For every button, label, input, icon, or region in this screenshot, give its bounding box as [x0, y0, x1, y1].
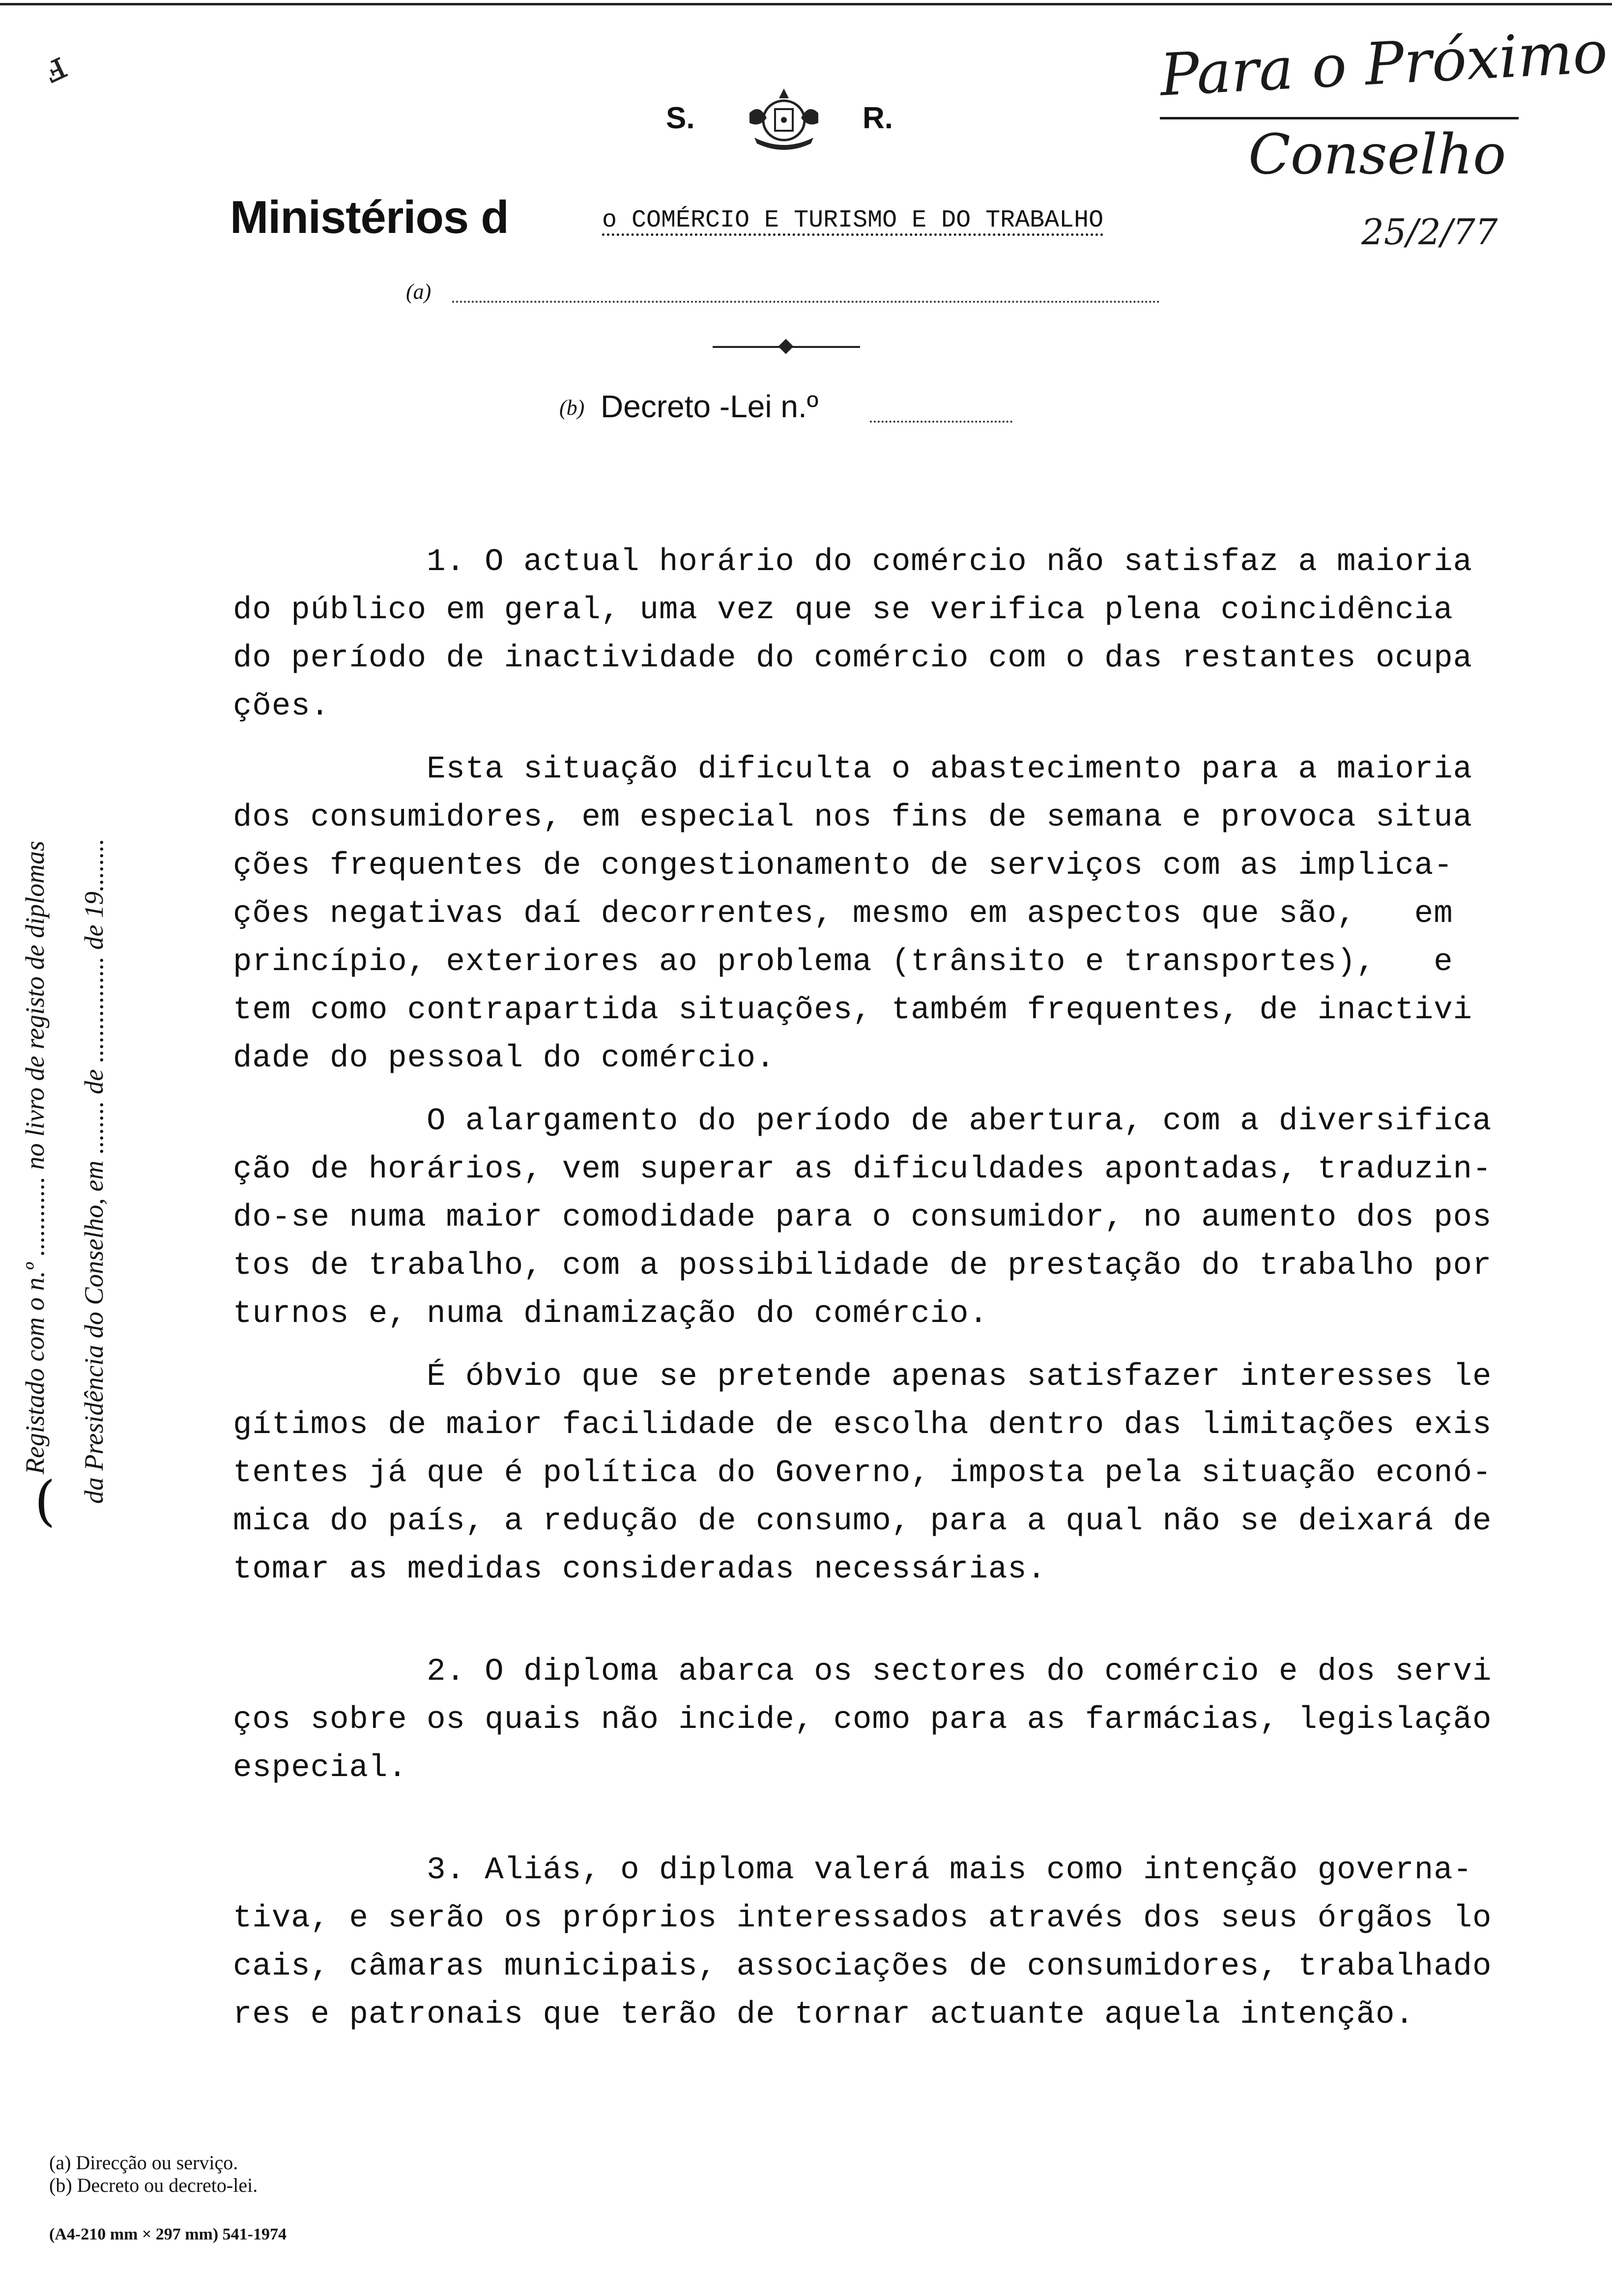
footnotes	[49, 2152, 258, 2197]
paragraph-4: É óbvio que se pretende apenas satisfazer interesses le gítimos de maior facilidade de escolha dentro das limitações exis tentes já que é política do Governo, imposta pela situação econó- mica do país, a redução de consumo, para a qual não se deixará de tomar as medidas consideradas necessárias.	[233, 1359, 1492, 1587]
document-body	[233, 538, 1550, 2054]
paragraph-3: O alargamento do período de abertura, com a diversifica ção de horários, vem superar as dificuldades apontadas, traduzin- do-se numa maior comodidade para o consumidor, no aumento dos pos tos de trabalho, com a possibilidade de prestação do trabalho por turnos e, numa dinamização do comércio.	[233, 1104, 1492, 1332]
corner-ink-mark: ⅎ	[35, 42, 73, 92]
paragraph-6: 3. Aliás, o diploma valerá mais como intenção governa- tiva, e serão os próprios interessados através dos seus órgãos lo cais, câmaras municipais, associações de consumidores, trabalhado res e patronais que terão de tornar actuante aquela intenção.	[233, 1853, 1492, 2033]
paragraph-1: 1. O actual horário do comércio não satisfaz a maioria do público em geral, uma vez que se verifica plena coincidência do período de inactividade do comércio com o das restantes ocupa ções.	[233, 545, 1472, 724]
top-rule	[0, 3, 1612, 5]
paragraph-2: Esta situação dificulta o abastecimento para a maioria dos consumidores, em especial nos fins de semana e provoca situa ções frequentes de congestionamento de serviços com as implica- ções negativas daí decorrentes, mesmo em aspectos que são, em princípio, exteriores ao problema (trânsito e transportes), e tem como contrapartida situações, também frequentes, de inactivi dade do pessoal do comércio.	[233, 752, 1472, 1076]
coat-of-arms-icon	[740, 84, 828, 157]
divider-diamond	[778, 339, 793, 354]
decreto-number-line	[870, 421, 1012, 423]
ministry-label: Ministérios d	[230, 191, 509, 243]
footnote-b: (b) Decreto ou decreto-lei.	[49, 2174, 258, 2196]
margin-bracket: (	[34, 1469, 56, 1532]
header-s: S.	[666, 101, 695, 135]
decreto-label: Decreto -Lei n.º	[601, 389, 819, 424]
handwritten-note-line1: Para o Próximo	[1158, 18, 1610, 109]
handwritten-date: 25/2/77	[1361, 211, 1498, 253]
handwritten-underline	[1160, 117, 1519, 119]
margin-registry-line1: Registado com o n.º ............ no livro de registo de diplomas	[20, 840, 50, 1474]
field-a-label: (a)	[406, 280, 432, 304]
margin-registry-line2: da Presidência do Conselho, em ........ de ................ de 19........	[79, 838, 109, 1504]
form-code: (A4-210 mm × 297 mm) 541-1974	[49, 2225, 287, 2243]
header-r: R.	[863, 101, 893, 135]
decreto-field-label: (b)	[559, 396, 585, 420]
field-a-line	[452, 301, 1160, 303]
paragraph-5: 2. O diploma abarca os sectores do comércio e dos servi ços sobre os quais não incide, como para as farmácias, legislação especial.	[233, 1654, 1492, 1786]
footnote-a: (a) Direcção ou serviço.	[49, 2152, 238, 2174]
handwritten-note-line2: Conselho	[1248, 123, 1506, 187]
ministry-name: o COMÉRCIO E TURISMO E DO TRABALHO	[602, 206, 1104, 234]
